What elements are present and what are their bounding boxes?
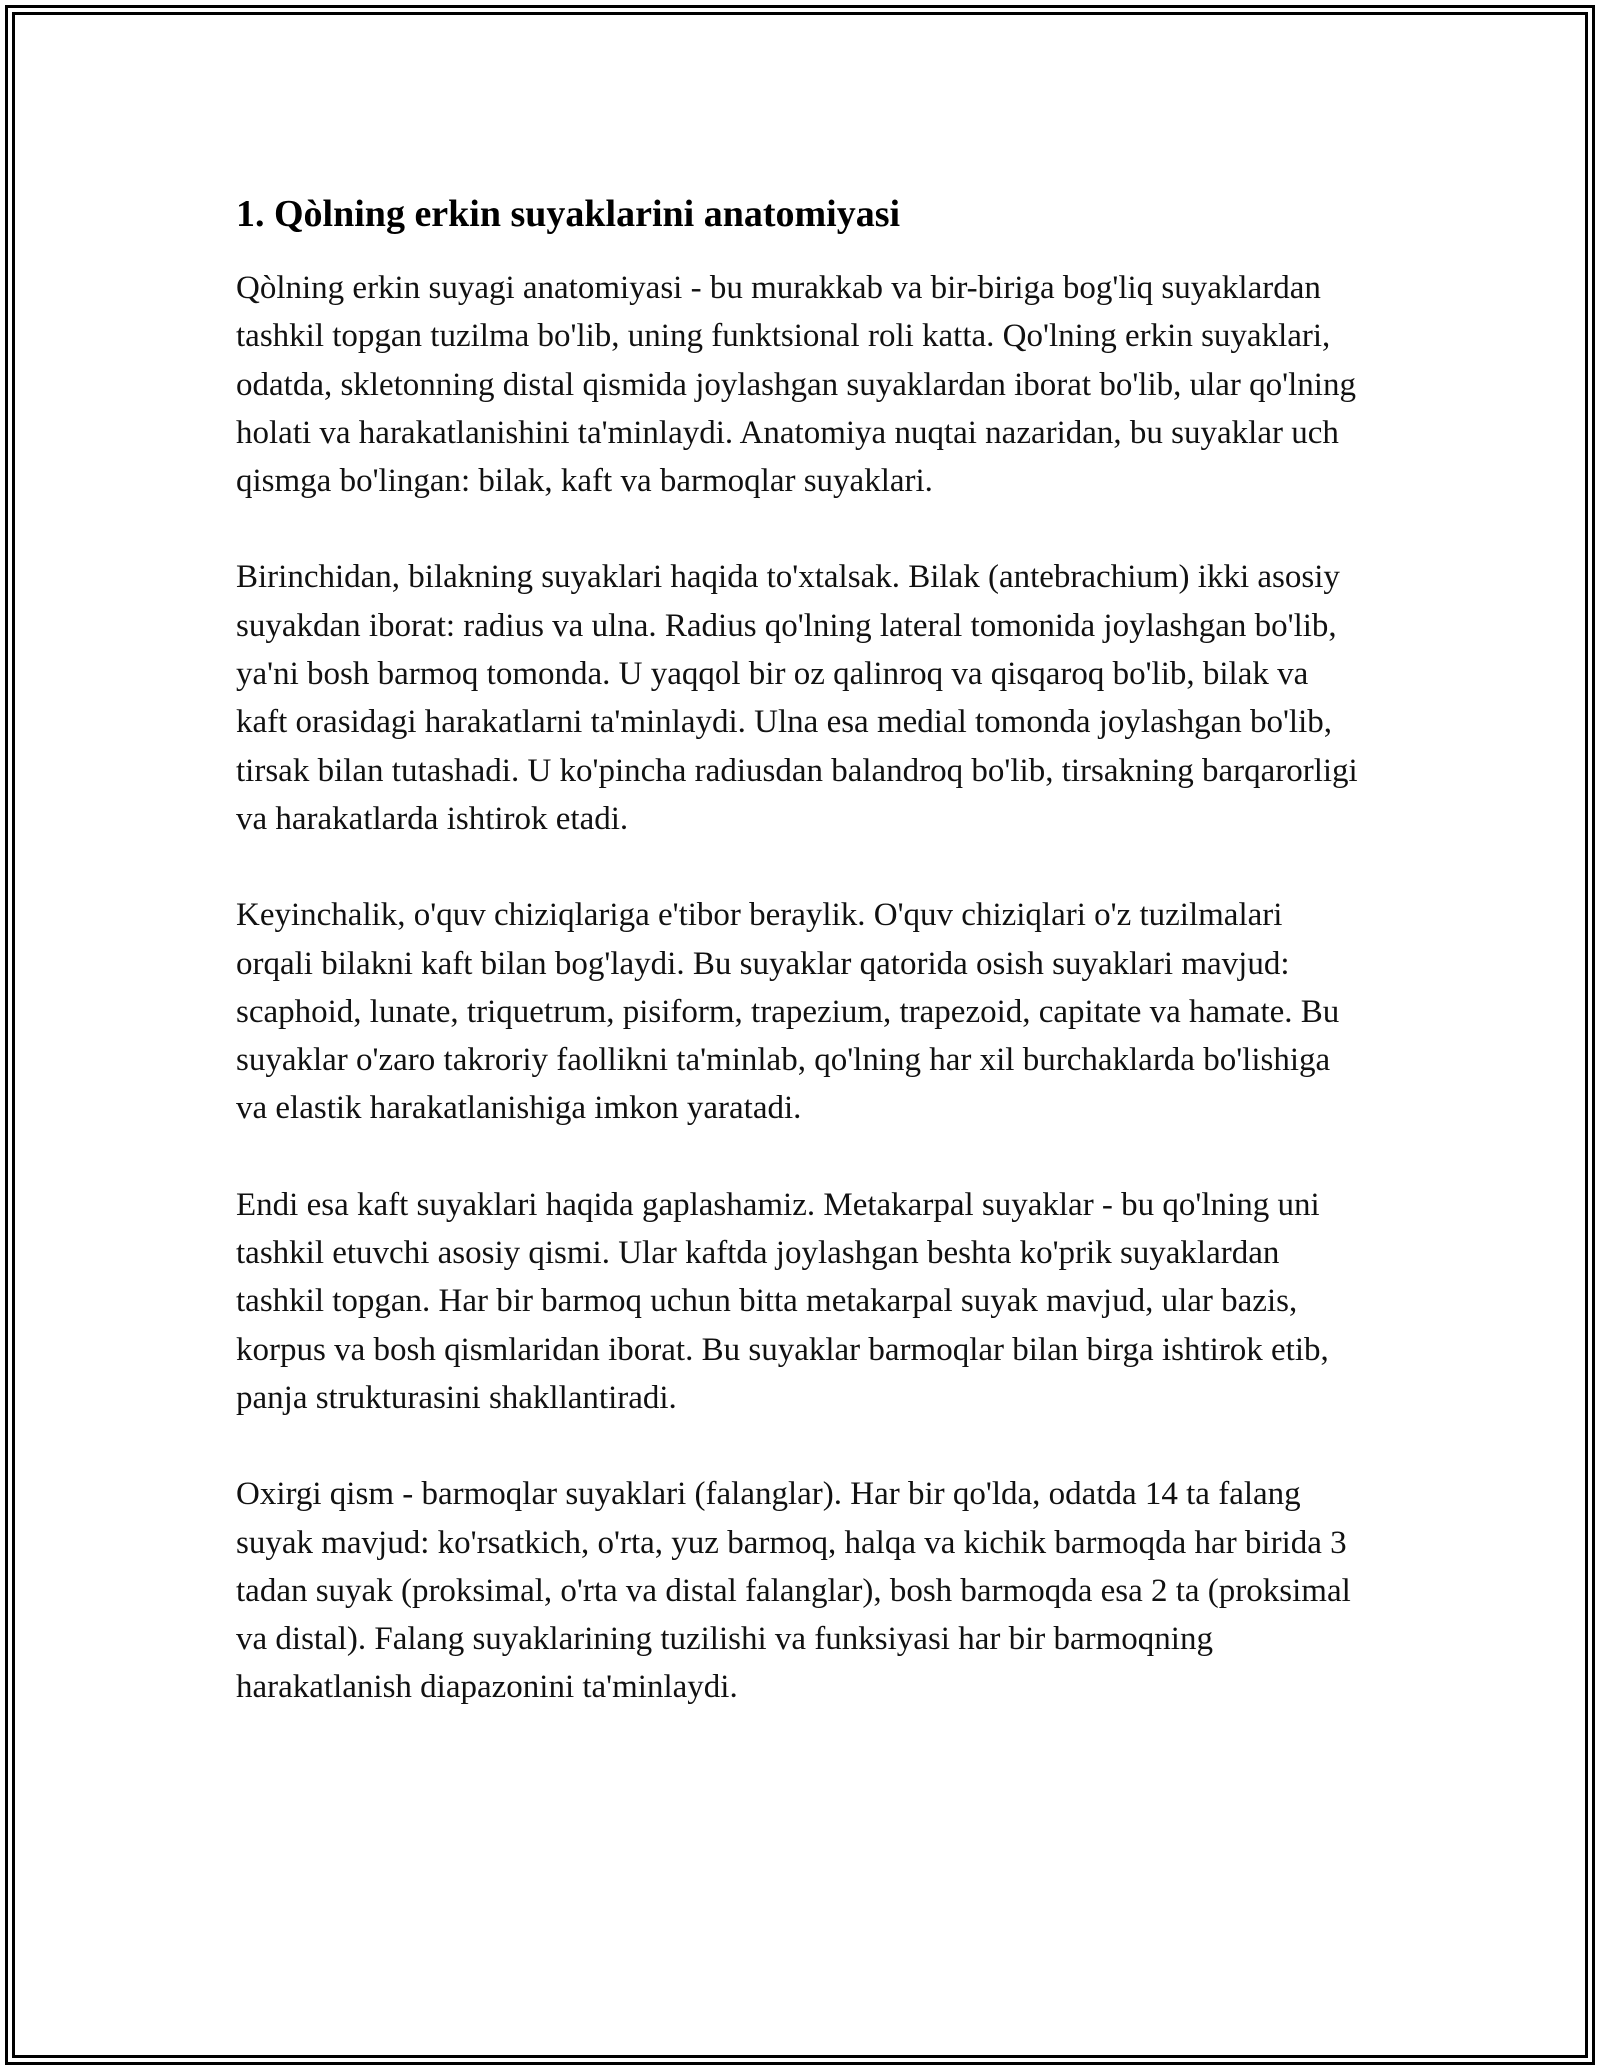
paragraph-wrist-bones: Keyinchalik, o'quv chiziqlariga e'tibor beraylik. O'quv chiziqlari o'z tuzilmalari orqali bilakni kaft bilan bog'laydi. Bu suyaklar qatorida osish suyaklari mavjud: scaphoid, lunate, triquetrum, pisiform, trapezium, trapezoid, capitate va hamate. Bu suyaklar o'zaro takroriy faollikni ta'minlab, qo'lning har xil burchaklarda bo'lishiga va elastik harakatlanishiga imkon yaratadi. (236, 897, 1340, 1127)
paragraph-introduction: Qòlning erkin suyagi anatomiyasi - bu murakkab va bir-biriga bog'liq suyaklardan tashkil topgan tuzilma bo'lib, uning funktsional roli katta. Qo'lning erkin suyaklari, odatda, skletonning distal qismida joylashgan suyaklardan iborat bo'lib, ular qo'lning holati va harakatlanishini ta'minlaydi. Anatomiya nuqtai nazaridan, bu suyaklar uch qismga bo'lingan: bilak, kaft va barmoqlar suyaklari. (236, 270, 1356, 500)
document-body (236, 186, 1366, 1760)
paragraph-forearm-bones: Birinchidan, bilakning suyaklari haqida to'xtalsak. Bilak (antebrachium) ikki asosiy suyakdan iborat: radius va ulna. Radius qo'lning lateral tomonida joylashgan bo'lib, ya'ni bosh barmoq tomonda. U yaqqol bir oz qalinroq va qisqaroq bo'lib, bilak va kaft orasidagi harakatlarni ta'minlaydi. Ulna esa medial tomonda joylashgan bo'lib, tirsak bilan tutashadi. U ko'pincha radiusdan balandroq bo'lib, tirsakning barqarorligi va harakatlarda ishtirok etadi. (236, 559, 1358, 837)
section-heading: 1. Qòlning erkin suyaklarini anatomiyasi (236, 193, 901, 235)
paragraph-phalanges: Oxirgi qism - barmoqlar suyaklari (falanglar). Har bir qo'lda, odatda 14 ta falang suyak mavjud: ko'rsatkich, o'rta, yuz barmoq, halqa va kichik barmoqda har birida 3 tadan suyak (proksimal, o'rta va distal falanglar), bosh barmoqda esa 2 ta (proksimal va distal). Falang suyaklarining tuzilishi va funksiyasi har bir barmoqning harakatlanish diapazonini ta'minlaydi. (236, 1476, 1351, 1706)
paragraph-metacarpal-bones: Endi esa kaft suyaklari haqida gaplashamiz. Metakarpal suyaklar - bu qo'lning uni tashkil etuvchi asosiy qismi. Ular kaftda joylashgan beshta ko'prik suyaklardan tashkil topgan. Har bir barmoq uchun bitta metakarpal suyak mavjud, ular bazis, korpus va bosh qismlaridan iborat. Bu suyaklar barmoqlar bilan birga ishtirok etib, panja strukturasini shakllantiradi. (236, 1186, 1329, 1416)
